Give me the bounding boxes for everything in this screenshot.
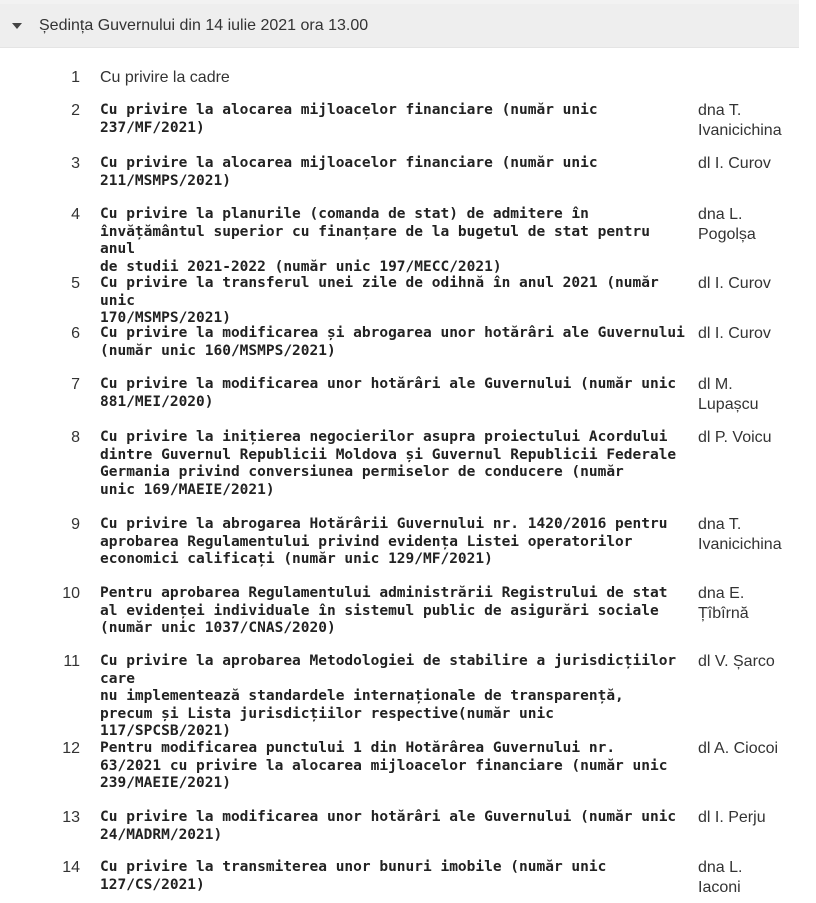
meeting-accordion-header[interactable] [0, 4, 799, 48]
item-title: Cu privire la transferul unei zile de odihnă în anul 2021 (număr unic 170/MSMPS/2021) [100, 275, 659, 327]
item-title: Pentru aprobarea Regulamentului administrării Registrului de stat al evidenței individuale în sistemul public de asigurări sociale (număr unic 1037/CNAS/2020) [100, 585, 668, 637]
item-speaker: dl I. Curov [698, 275, 771, 292]
item-title: Cu privire la inițierea negocierilor asupra proiectului Acordului dintre Guvernul Republicii Moldova și Guvernul Republicii Federale Germania privind conversiunea permiselor de conducere (număr unic 169/MAEIE/2021) [100, 429, 677, 498]
item-speaker: dna L. Iaconi [698, 859, 743, 896]
item-title: Cu privire la alocarea mijloacelor financiare (număr unic 211/MSMPS/2021) [100, 155, 598, 189]
item-number: 1 [71, 69, 80, 86]
item-speaker: dl I. Perju [698, 809, 766, 826]
meeting-title: Ședința Guvernului din 14 iulie 2021 ora 13.00 [39, 17, 369, 34]
item-title: Cu privire la transmiterea unor bunuri imobile (număr unic 127/CS/2021) [100, 859, 607, 893]
item-speaker: dl A. Ciocoi [698, 740, 779, 757]
item-number: 14 [62, 859, 80, 876]
item-number: 4 [71, 206, 80, 223]
item-number: 3 [71, 155, 80, 172]
item-title: Cu privire la modificarea unor hotărâri ale Guvernului (număr unic 881/MEI/2020) [100, 376, 677, 410]
item-speaker: dl P. Voicu [698, 429, 772, 446]
item-number: 6 [71, 325, 80, 342]
item-speaker: dl M. Lupașcu [698, 376, 759, 413]
caret-down-icon[interactable] [12, 23, 22, 29]
item-speaker: dna E. Țîbîrnă [698, 585, 749, 622]
item-number: 10 [62, 585, 80, 602]
item-number: 9 [71, 516, 80, 533]
item-speaker: dna L. Pogolșa [698, 206, 756, 243]
item-title: Cu privire la abrogarea Hotărârii Guvernului nr. 1420/2016 pentru aprobarea Regulamentului privind evidența Listei operatorilor economici calificați (număr unic 129/MF/2021) [100, 516, 668, 568]
item-title: Cu privire la aprobarea Metodologiei de stabilire a jurisdicțiilor care nu implementează standardele internaționale de transparență, precum și Lista jurisdicțiilor respective(număr unic 117/SPCSB/2021) [100, 653, 677, 740]
item-number: 2 [71, 102, 80, 119]
item-speaker: dl V. Șarco [698, 653, 775, 670]
item-title: Cu privire la modificarea și abrogarea unor hotărâri ale Guvernului (număr unic 160/MSMPS/2021) [100, 325, 685, 359]
item-number: 5 [71, 275, 80, 292]
item-title: Cu privire la modificarea unor hotărâri ale Guvernului (număr unic 24/MADRM/2021) [100, 809, 677, 843]
item-title: Cu privire la cadre [100, 69, 230, 86]
item-number: 11 [63, 653, 80, 670]
item-speaker: dl I. Curov [698, 325, 771, 342]
item-number: 8 [71, 429, 80, 446]
item-speaker: dna T. Ivanicichina [698, 102, 782, 139]
item-number: 13 [62, 809, 80, 826]
item-speaker: dna T. Ivanicichina [698, 516, 782, 553]
item-number: 7 [71, 376, 80, 393]
item-title: Cu privire la alocarea mijloacelor financiare (număr unic 237/MF/2021) [100, 102, 598, 136]
item-number: 12 [62, 740, 80, 757]
item-title: Cu privire la planurile (comanda de stat) de admitere în învățământul superior cu finanțare de la bugetul de stat pentru anul de studii 2021-2022 (număr unic 197/MECC/2021) [100, 206, 650, 275]
item-speaker: dl I. Curov [698, 155, 771, 172]
item-title: Pentru modificarea punctului 1 din Hotărârea Guvernului nr. 63/2021 cu privire la alocarea mijloacelor financiare (număr unic 239/MAEIE/2021) [100, 740, 668, 792]
